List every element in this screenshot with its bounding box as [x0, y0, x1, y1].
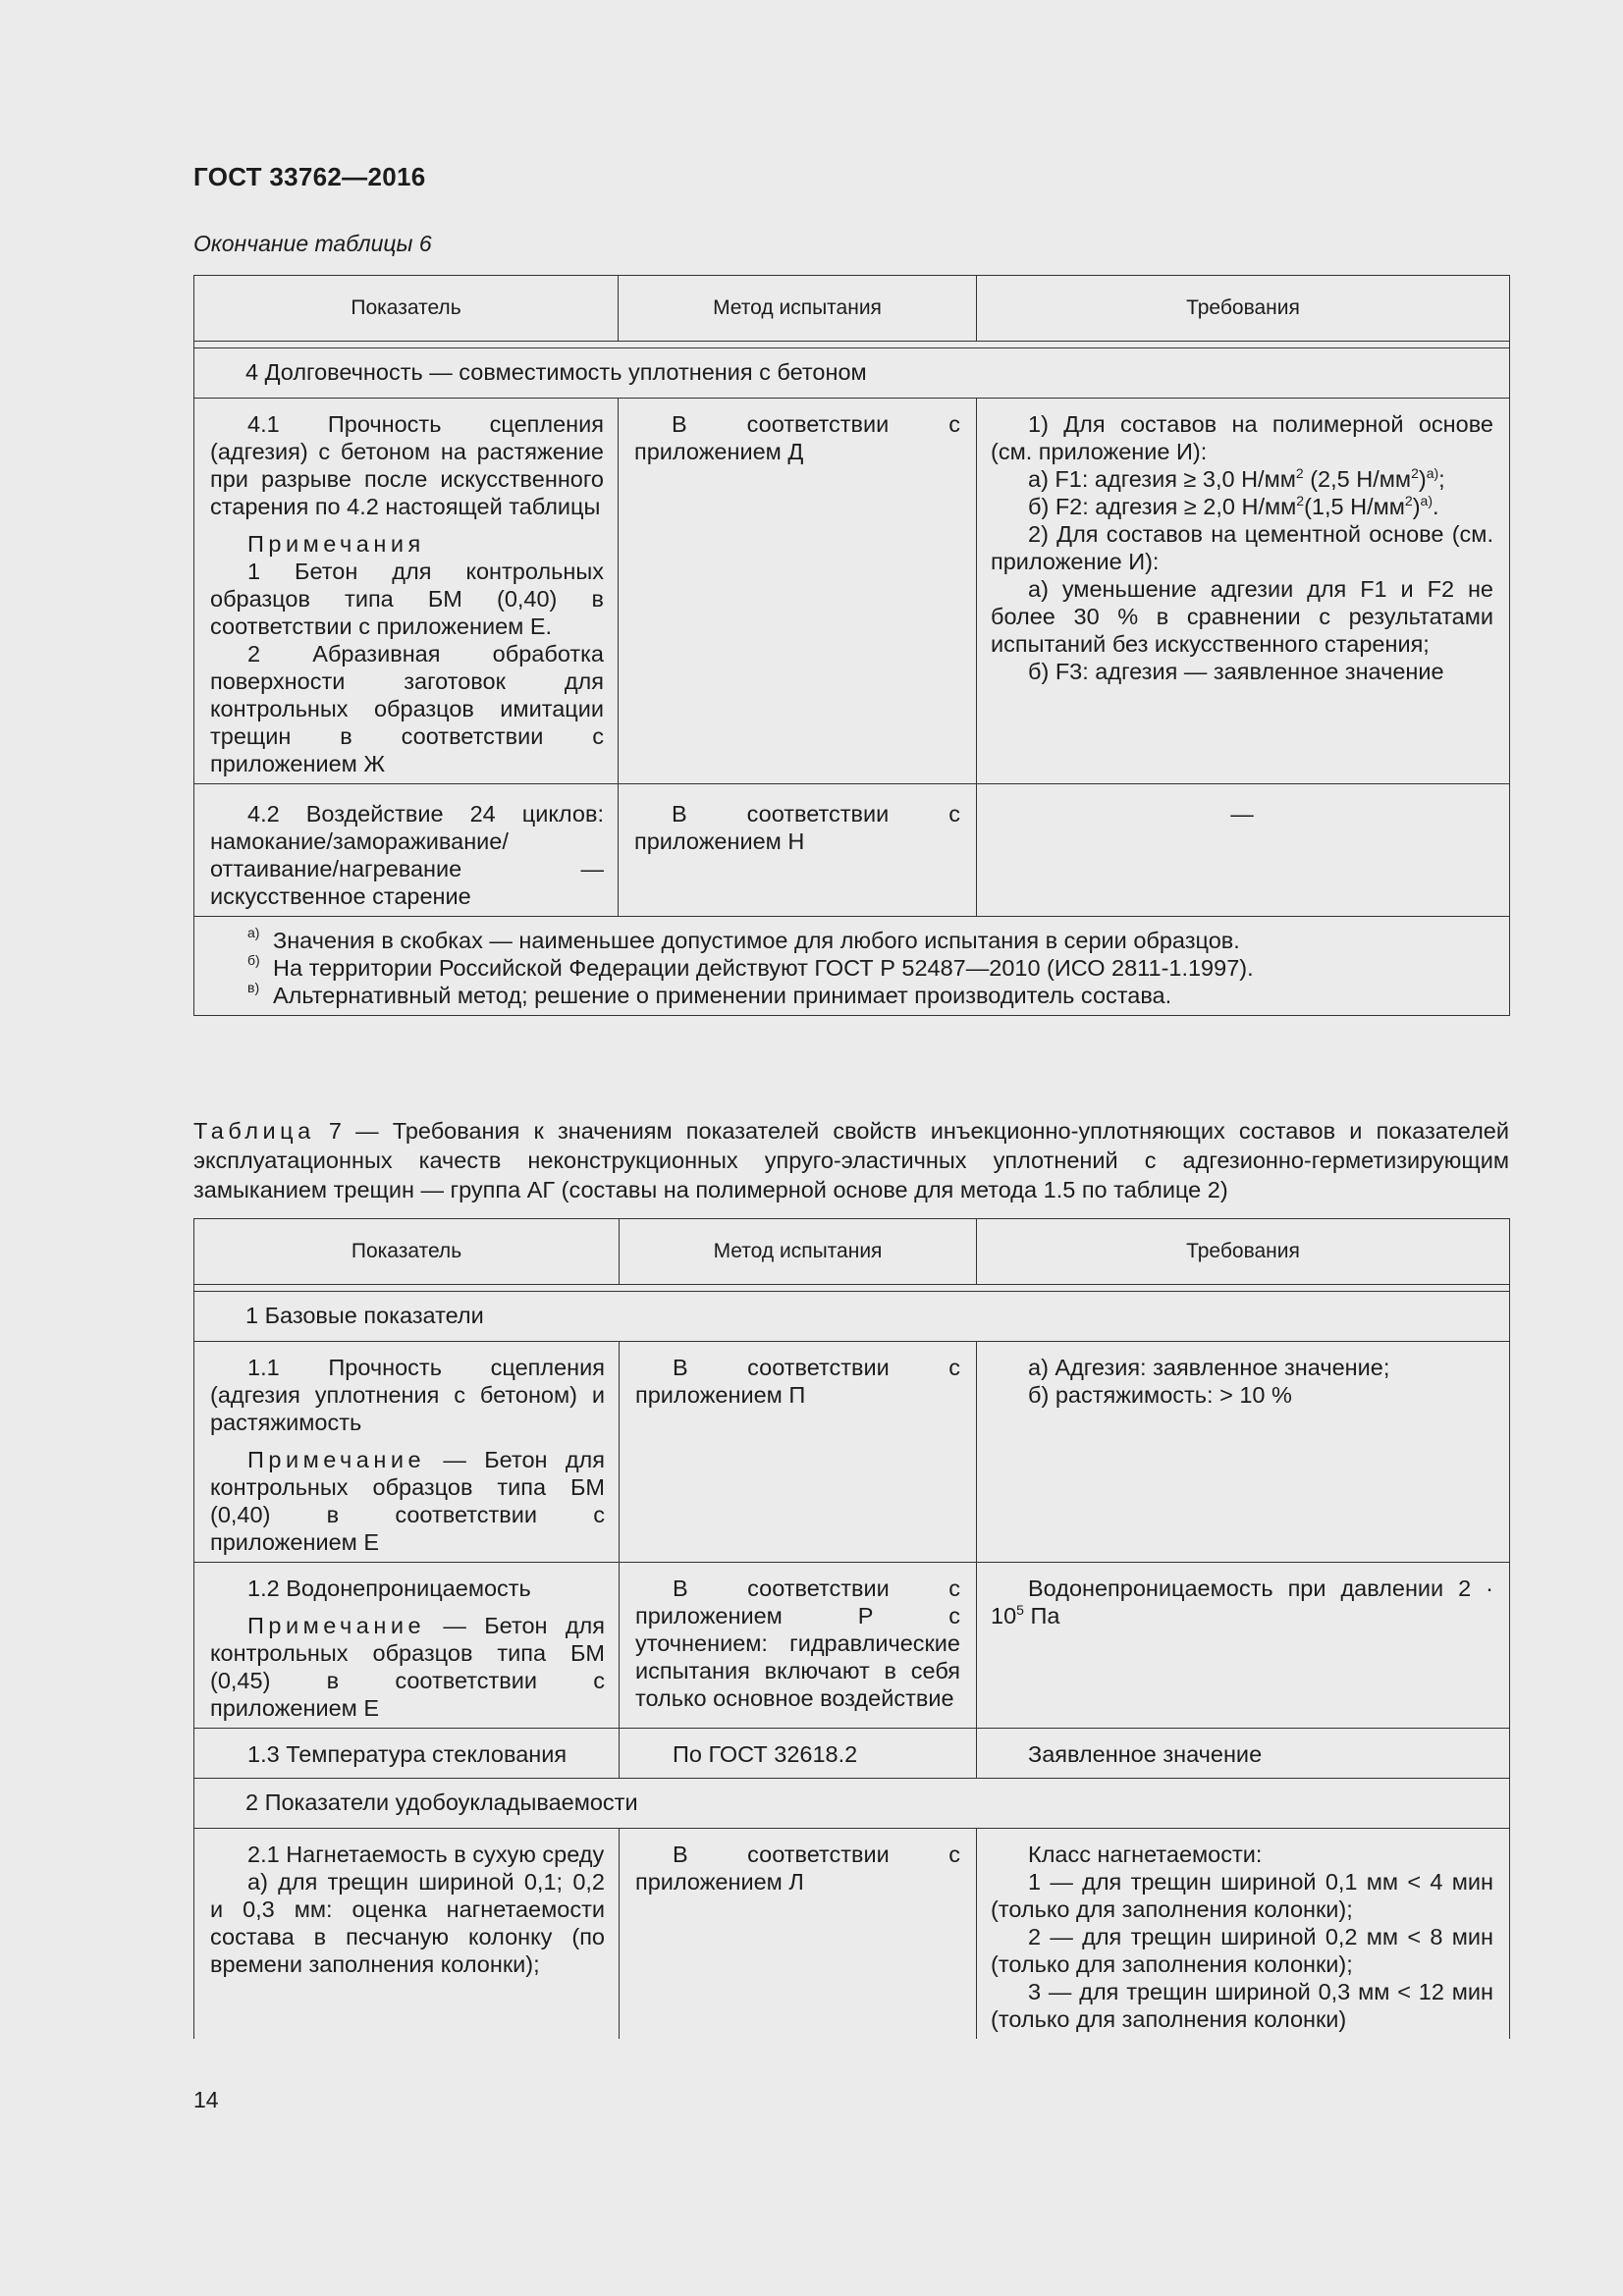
row-1-2-name: 1.2 Водонепроницаемость: [247, 1575, 531, 1601]
row-4-1-req-1: 1) Для составов на полимерной основе (см. приложение И):: [991, 411, 1493, 464]
table6-section-row: [194, 348, 1510, 399]
row-2-1-name-a: а) для трещин шириной 0,1; 0,2 и 0,3 мм: оценка нагнетаемости состава в песчаную колонку (по времени заполнения колонки);: [210, 1869, 605, 1977]
row-1-2-req: Водонепроницаемость при давлении $2 \cdot 10^5$ Па: [991, 1575, 1493, 1629]
table7-row-2-1: [194, 1829, 1510, 2040]
table7-header-row: [194, 1219, 1510, 1285]
row-4-1-notes-title: Примечания: [247, 531, 425, 557]
table6-section-4: 4 Долговечность — совместимость уплотнения с бетоном: [194, 348, 1510, 399]
row-2-1-req-2: 2 — для трещин шириной 0,2 мм < 8 мин (только для заполнения колонки);: [991, 1924, 1493, 1977]
table6-col-requirements: Требования: [977, 276, 1510, 342]
row-1-2-note: Примечание — Бетон для контрольных образцов типа БМ (0,45) в соответствии с приложением Е: [210, 1613, 605, 1721]
table7-col-requirements: Требования: [977, 1219, 1510, 1285]
row-4-2-req: —: [1230, 801, 1254, 827]
table-6: [193, 275, 1510, 1016]
row-4-1-method: В соответствии с приложением Д: [634, 411, 960, 464]
row-4-2-method: В соответствии с приложением Н: [634, 801, 960, 854]
row-1-3-req: Заявленное значение: [1028, 1741, 1263, 1767]
document-code: ГОСТ 33762—2016: [193, 162, 426, 191]
table7-section-2: 2 Показатели удобоукладываемости: [194, 1779, 1510, 1829]
row-1-3-method: По ГОСТ 32618.2: [673, 1741, 858, 1767]
row-1-1-note: Примечание — Бетон для контрольных образцов типа БМ (0,40) в соответствии с приложением Е: [210, 1447, 605, 1555]
row-2-1-req-title: Класс нагнетаемости:: [1028, 1842, 1263, 1867]
row-4-1-req-1b: б) F2: адгезия ≥ 2,0 $Н/мм^2(1,5$ $Н/мм^2)^{а)}$.: [1028, 493, 1439, 519]
row-4-1-req-2b: б) F3: адгезия — заявленное значение: [1028, 659, 1444, 684]
table7-caption: Таблица 7 — Требования к значениям показателей свойств инъекционно-уплотняющих составов и показателей эксплуатационных качеств неконструкционных упруго-эластичных уплотнений с адгезионно-герметизирующим замыканием трещин — группа АГ (составы на полимерной основе для метода 1.5 по таблице 2): [193, 1118, 1509, 1202]
row-1-2-method: В соответствии с приложением Р с уточнением: гидравлические испытания включают в себя только основное воздействие: [635, 1575, 960, 1711]
row-2-1-method: В соответствии с приложением Л: [635, 1842, 960, 1895]
page-number: 14: [193, 2087, 219, 2112]
footnote-b: б) На территории Российской Федерации действуют ГОСТ Р 52487—2010 (ИСО 2811-1.1997).: [247, 952, 1254, 981]
row-1-3-name: 1.3 Температура стеклования: [247, 1741, 568, 1767]
table6-col-indicator: Показатель: [194, 276, 619, 342]
row-1-1-req-a: а) Адгезия: заявленное значение;: [1028, 1355, 1390, 1380]
table6-row-4-1: [194, 399, 1510, 784]
footnote-a: а) Значения в скобках — наименьшее допустимое для любого испытания в серии образцов.: [247, 925, 1240, 953]
table7-row-1-3: [194, 1729, 1510, 1779]
table6-row-4-2: [194, 784, 1510, 917]
table6-header-row: [194, 276, 1510, 342]
row-1-1-req-b: б) растяжимость: > 10 %: [1028, 1382, 1292, 1408]
row-4-1-note-1: 1 Бетон для контрольных образцов типа БМ (0,40) в соответствии с приложением Е.: [210, 559, 604, 639]
table7-section-2-row: [194, 1779, 1510, 1829]
row-4-2-name: 4.2 Воздействие 24 циклов: намокание/замораживание/оттаивание/нагревание — искусственное старение: [210, 801, 604, 909]
table6-col-method: Метод испытания: [619, 276, 977, 342]
row-4-1-req-2a: а) уменьшение адгезии для F1 и F2 не более 30 % в сравнении с результатами испытаний без искусственного старения;: [991, 576, 1493, 657]
row-1-1-method: В соответствии с приложением П: [635, 1355, 960, 1408]
row-2-1-req-3: 3 — для трещин шириной 0,3 мм < 12 мин (только для заполнения колонки): [991, 1979, 1493, 2032]
row-2-1-req-1: 1 — для трещин шириной 0,1 мм < 4 мин (только для заполнения колонки);: [991, 1869, 1493, 1922]
row-1-1-name: 1.1 Прочность сцепления (адгезия уплотнения с бетоном) и растяжимость: [210, 1355, 605, 1435]
table-7: [193, 1218, 1510, 2039]
table7-row-1-2: [194, 1563, 1510, 1729]
table7-col-indicator: Показатель: [194, 1219, 620, 1285]
row-4-1-req-1a: а) F1: адгезия ≥ 3,0 $Н/мм^2$ (2,5 $Н/мм^2)^{а)}$;: [1028, 465, 1445, 492]
row-4-1-note-2: 2 Абразивная обработка поверхности заготовок для контрольных образцов имитации трещин в соответствии с приложением Ж: [210, 641, 604, 776]
table7-col-method: Метод испытания: [620, 1219, 977, 1285]
footnote-v: в) Альтернативный метод; решение о применении принимает производитель состава.: [247, 980, 1172, 1008]
row-4-1-req-2: 2) Для составов на цементной основе (см. приложение И):: [991, 521, 1493, 574]
table7-section-1: 1 Базовые показатели: [194, 1292, 1510, 1342]
table7-section-1-row: [194, 1292, 1510, 1342]
table7-row-1-1: [194, 1342, 1510, 1563]
row-2-1-name: 2.1 Нагнетаемость в сухую среду: [247, 1842, 605, 1867]
table6-continuation-caption: Окончание таблицы 6: [193, 231, 432, 256]
row-4-1-name: 4.1 Прочность сцепления (адгезия) с бетоном на растяжение при разрыве после искусственного старения по 4.2 настоящей таблицы: [210, 411, 604, 519]
table6-footnotes-row: [194, 917, 1510, 1016]
